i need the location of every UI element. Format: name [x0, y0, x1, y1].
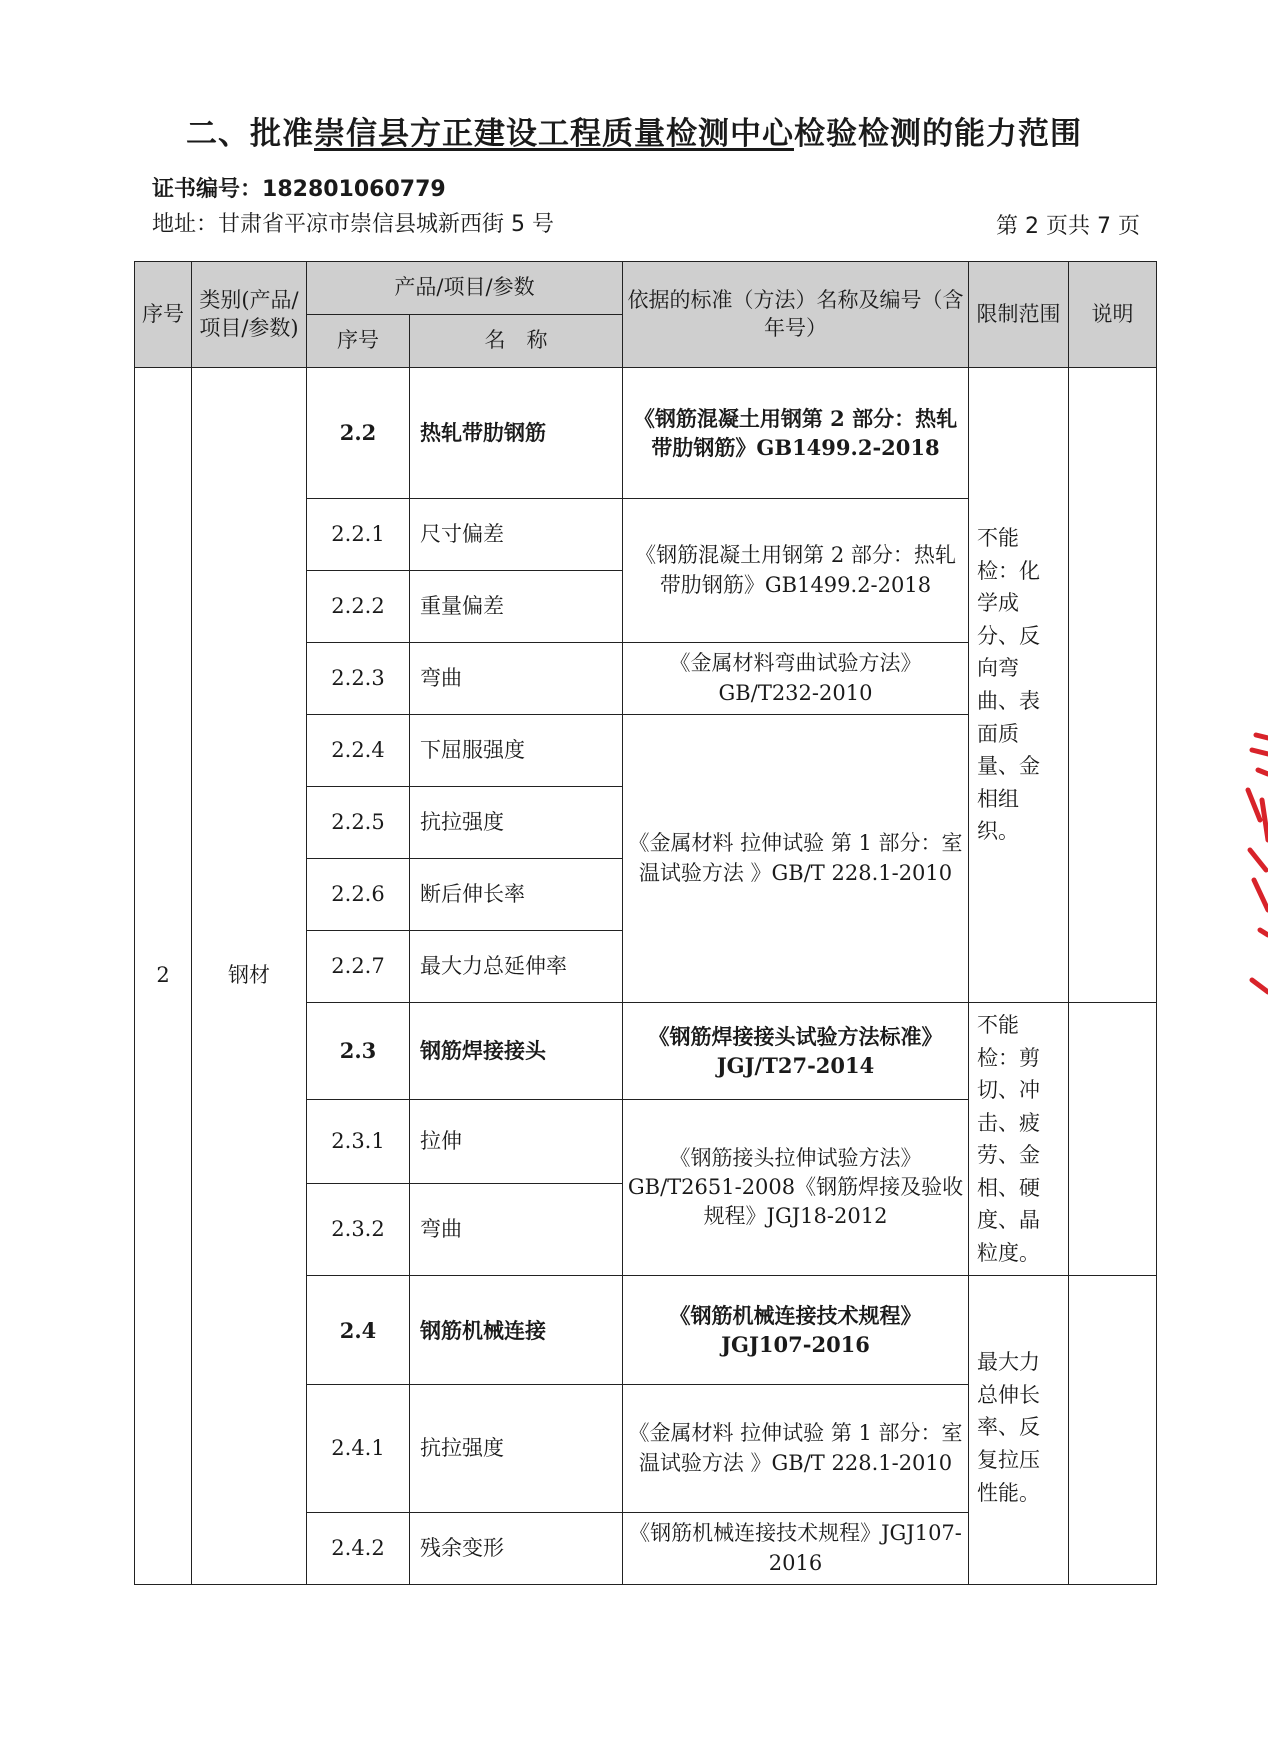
table-cell-standard: 《金属材料弯曲试验方法》GB/T232-2010: [623, 643, 969, 715]
header-product-group: 产品/项目/参数: [307, 262, 623, 315]
table-cell-standard: 《金属材料 拉伸试验 第 1 部分：室温试验方法 》GB/T 228.1-2010: [623, 1385, 969, 1513]
cert-number: 182801060779: [262, 177, 446, 202]
table-cell-standard: 《钢筋机械连接技术规程》JGJ107-2016: [623, 1513, 969, 1585]
table-cell-name: 下屈服强度: [410, 715, 623, 787]
table-cell-name: 重量偏差: [410, 571, 623, 643]
table-cell-standard: 《钢筋混凝土用钢第 2 部分：热轧带肋钢筋》GB1499.2-2018: [623, 368, 969, 499]
address: [152, 207, 554, 238]
table-cell-no: 2.4.2: [307, 1513, 410, 1585]
header-note: 说明: [1069, 262, 1157, 368]
limit-welded-joint: 不能检：剪切、冲击、疲劳、金相、硬度、晶粒度。: [969, 1003, 1069, 1276]
table-cell-name: 尺寸偏差: [410, 499, 623, 571]
table-cell-no: 2.2: [307, 368, 410, 499]
header-seq: 序号: [135, 262, 192, 368]
capability-table: [134, 261, 1157, 1585]
table-cell-name: 抗拉强度: [410, 1385, 623, 1513]
table-cell-standard: 《钢筋混凝土用钢第 2 部分：热轧带肋钢筋》GB1499.2-2018: [623, 499, 969, 643]
address-value: 甘肃省平凉市崇信县城新西街 5 号: [218, 212, 555, 237]
note-cell: [1069, 368, 1157, 1003]
table-cell-no: 2.2.5: [307, 787, 410, 859]
header-standard: 依据的标准（方法）名称及编号（含年号）: [623, 262, 969, 368]
title-org: 崇信县方正建设工程质量检测中心: [314, 116, 794, 152]
table-cell-name: 弯曲: [410, 1184, 623, 1276]
table-cell-standard: 《钢筋接头拉伸试验方法》GB/T2651-2008《钢筋焊接及验收规程》JGJ18-2012: [623, 1100, 969, 1276]
header-name: 名 称: [410, 315, 623, 368]
certificate-number: [152, 172, 446, 203]
table-cell-standard: 《钢筋机械连接技术规程》JGJ107-2016: [623, 1276, 969, 1385]
page-title: [0, 108, 1268, 153]
table-cell-name: 拉伸: [410, 1100, 623, 1184]
table-cell-name: 钢筋焊接接头: [410, 1003, 623, 1100]
table-cell-no: 2.3: [307, 1003, 410, 1100]
header-sub-seq: 序号: [307, 315, 410, 368]
table-cell-no: 2.2.7: [307, 931, 410, 1003]
table-cell-no: 2.4: [307, 1276, 410, 1385]
table-cell-no: 2.2.1: [307, 499, 410, 571]
row-seq: 2: [135, 368, 192, 1585]
table-cell-no: 2.3.2: [307, 1184, 410, 1276]
title-suffix: 检验检测的能力范围: [794, 116, 1082, 152]
table-cell-standard: 《金属材料 拉伸试验 第 1 部分：室温试验方法 》GB/T 228.1-2010: [623, 715, 969, 1003]
table-cell-name: 断后伸长率: [410, 859, 623, 931]
table-cell-no: 2.2.3: [307, 643, 410, 715]
table-cell-name: 热轧带肋钢筋: [410, 368, 623, 499]
table-cell-standard: 《钢筋焊接接头试验方法标准》JGJ/T27-2014: [623, 1003, 969, 1100]
cert-label: 证书编号：: [152, 177, 263, 202]
red-seal-edge: [1238, 730, 1268, 1000]
table-cell-no: 2.2.6: [307, 859, 410, 931]
title-prefix: 二、批准: [186, 116, 314, 152]
header-category: 类别(产品/项目/参数): [192, 262, 307, 368]
limit-mechanical: 最大力总伸长率、反复拉压性能。: [969, 1276, 1069, 1585]
limit-steel-bar: 不能检：化学成分、反向弯曲、表面质量、金相组织。: [969, 368, 1069, 1003]
table-cell-name: 钢筋机械连接: [410, 1276, 623, 1385]
table-cell-no: 2.2.2: [307, 571, 410, 643]
header-limit: 限制范围: [969, 262, 1069, 368]
address-label: 地址：: [152, 212, 219, 237]
row-category: 钢材: [192, 368, 307, 1585]
note-cell: [1069, 1276, 1157, 1585]
table-cell-name: 抗拉强度: [410, 787, 623, 859]
table-cell-name: 残余变形: [410, 1513, 623, 1585]
table-cell-name: 弯曲: [410, 643, 623, 715]
table-cell-no: 2.2.4: [307, 715, 410, 787]
table-cell-no: 2.3.1: [307, 1100, 410, 1184]
table-cell-no: 2.4.1: [307, 1385, 410, 1513]
table-cell-name: 最大力总延伸率: [410, 931, 623, 1003]
page-number: 第 2 页共 7 页: [996, 214, 1140, 239]
note-cell: [1069, 1003, 1157, 1276]
